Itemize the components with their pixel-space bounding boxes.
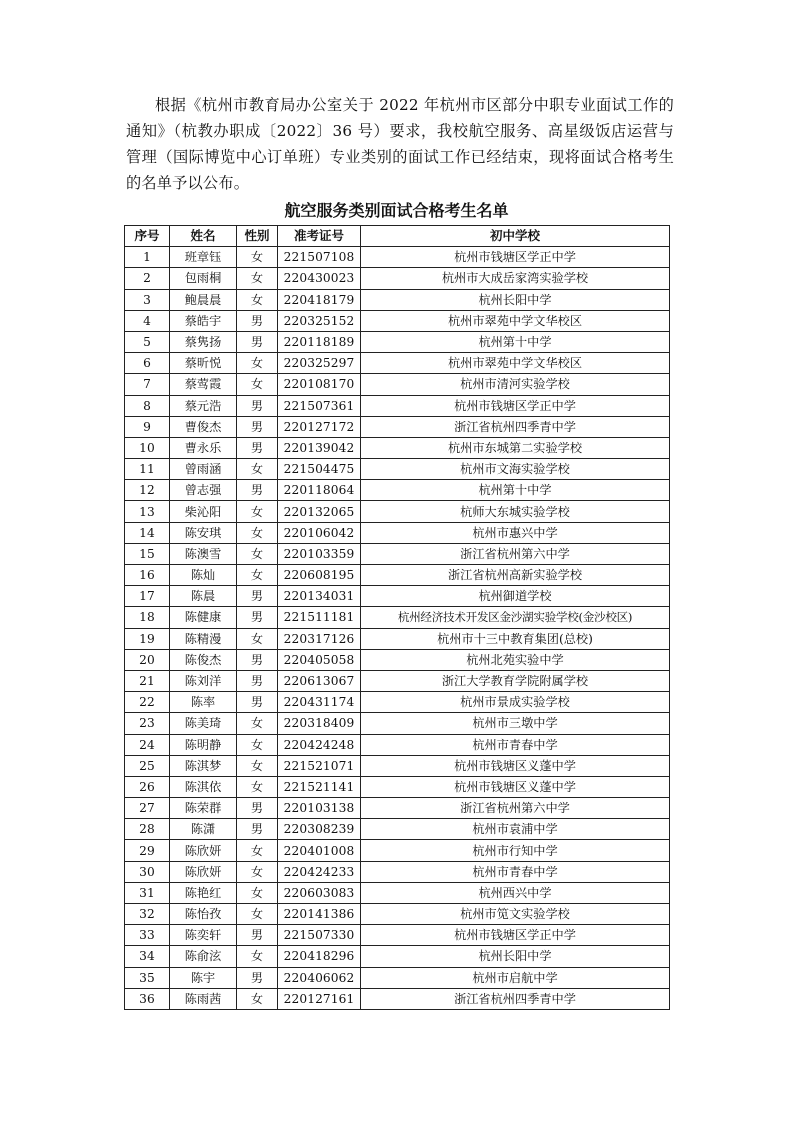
table-header-row bbox=[125, 226, 670, 247]
cell-school: 杭州市翠苑中学文华校区 bbox=[361, 353, 670, 374]
cell-exam-id: 220613067 bbox=[278, 670, 361, 691]
table-row bbox=[125, 755, 670, 776]
cell-name: 蔡昕悦 bbox=[170, 353, 237, 374]
cell-exam-id: 220424248 bbox=[278, 734, 361, 755]
cell-school: 杭州市钱塘区学正中学 bbox=[361, 247, 670, 268]
cell-gender: 女 bbox=[237, 988, 278, 1009]
table-row bbox=[125, 670, 670, 691]
cell-exam-id: 220317126 bbox=[278, 628, 361, 649]
cell-index: 13 bbox=[125, 501, 170, 522]
table-row bbox=[125, 967, 670, 988]
table-row bbox=[125, 882, 670, 903]
table-row bbox=[125, 374, 670, 395]
cell-name: 陈刘洋 bbox=[170, 670, 237, 691]
cell-exam-id: 220608195 bbox=[278, 565, 361, 586]
cell-gender: 男 bbox=[237, 416, 278, 437]
cell-school: 杭州市钱塘区学正中学 bbox=[361, 395, 670, 416]
cell-school: 杭州经济技术开发区金沙湖实验学校(金沙校区) bbox=[361, 607, 670, 628]
cell-name: 曹俊杰 bbox=[170, 416, 237, 437]
table-row bbox=[125, 798, 670, 819]
cell-index: 29 bbox=[125, 840, 170, 861]
cell-school: 浙江省杭州四季青中学 bbox=[361, 988, 670, 1009]
cell-gender: 男 bbox=[237, 967, 278, 988]
cell-exam-id: 220406062 bbox=[278, 967, 361, 988]
header-school: 初中学校 bbox=[361, 226, 670, 247]
cell-exam-id: 220127161 bbox=[278, 988, 361, 1009]
header-gender: 性别 bbox=[237, 226, 278, 247]
table-row bbox=[125, 586, 670, 607]
table-row bbox=[125, 247, 670, 268]
cell-exam-id: 220418296 bbox=[278, 946, 361, 967]
table-row bbox=[125, 289, 670, 310]
cell-name: 陈淇依 bbox=[170, 776, 237, 797]
cell-gender: 女 bbox=[237, 776, 278, 797]
cell-index: 24 bbox=[125, 734, 170, 755]
cell-gender: 男 bbox=[237, 480, 278, 501]
cell-school: 杭州市行知中学 bbox=[361, 840, 670, 861]
table-row bbox=[125, 416, 670, 437]
cell-school: 杭师大东城实验学校 bbox=[361, 501, 670, 522]
table-row bbox=[125, 988, 670, 1009]
table-row bbox=[125, 353, 670, 374]
cell-school: 杭州市笕文实验学校 bbox=[361, 904, 670, 925]
cell-exam-id: 221507361 bbox=[278, 395, 361, 416]
cell-school: 杭州北苑实验中学 bbox=[361, 649, 670, 670]
cell-index: 9 bbox=[125, 416, 170, 437]
cell-exam-id: 221504475 bbox=[278, 459, 361, 480]
cell-gender: 女 bbox=[237, 882, 278, 903]
cell-gender: 女 bbox=[237, 840, 278, 861]
table-row bbox=[125, 692, 670, 713]
cell-index: 15 bbox=[125, 543, 170, 564]
cell-gender: 男 bbox=[237, 819, 278, 840]
cell-school: 浙江大学教育学院附属学校 bbox=[361, 670, 670, 691]
cell-index: 1 bbox=[125, 247, 170, 268]
cell-school: 杭州市钱塘区义蓬中学 bbox=[361, 755, 670, 776]
cell-index: 17 bbox=[125, 586, 170, 607]
header-index: 序号 bbox=[125, 226, 170, 247]
cell-name: 陈明静 bbox=[170, 734, 237, 755]
cell-name: 曾志强 bbox=[170, 480, 237, 501]
cell-name: 陈灿 bbox=[170, 565, 237, 586]
cell-school: 杭州西兴中学 bbox=[361, 882, 670, 903]
table-body bbox=[125, 247, 670, 1010]
cell-gender: 女 bbox=[237, 946, 278, 967]
cell-school: 浙江省杭州四季青中学 bbox=[361, 416, 670, 437]
cell-school: 杭州市惠兴中学 bbox=[361, 522, 670, 543]
intro-paragraph-block bbox=[126, 92, 674, 196]
cell-name: 陈奕轩 bbox=[170, 925, 237, 946]
table-row bbox=[125, 734, 670, 755]
cell-exam-id: 220325152 bbox=[278, 310, 361, 331]
cell-name: 蔡隽扬 bbox=[170, 331, 237, 352]
candidate-table bbox=[124, 225, 670, 1010]
cell-exam-id: 220318409 bbox=[278, 713, 361, 734]
cell-name: 陈欣妍 bbox=[170, 861, 237, 882]
cell-exam-id: 220430023 bbox=[278, 268, 361, 289]
cell-index: 6 bbox=[125, 353, 170, 374]
cell-exam-id: 220103138 bbox=[278, 798, 361, 819]
cell-index: 34 bbox=[125, 946, 170, 967]
cell-school: 杭州市景成实验学校 bbox=[361, 692, 670, 713]
cell-name: 陈澳雪 bbox=[170, 543, 237, 564]
cell-gender: 女 bbox=[237, 353, 278, 374]
cell-school: 浙江省杭州第六中学 bbox=[361, 798, 670, 819]
cell-exam-id: 220308239 bbox=[278, 819, 361, 840]
cell-exam-id: 220418179 bbox=[278, 289, 361, 310]
table-row bbox=[125, 522, 670, 543]
cell-name: 陈俊杰 bbox=[170, 649, 237, 670]
cell-exam-id: 220325297 bbox=[278, 353, 361, 374]
table-row bbox=[125, 628, 670, 649]
table-row bbox=[125, 501, 670, 522]
table-row bbox=[125, 565, 670, 586]
cell-name: 陈淇梦 bbox=[170, 755, 237, 776]
cell-school: 杭州市青春中学 bbox=[361, 734, 670, 755]
table-row bbox=[125, 946, 670, 967]
cell-school: 杭州长阳中学 bbox=[361, 289, 670, 310]
cell-index: 22 bbox=[125, 692, 170, 713]
cell-name: 陈宇 bbox=[170, 967, 237, 988]
cell-index: 23 bbox=[125, 713, 170, 734]
cell-name: 曾雨涵 bbox=[170, 459, 237, 480]
table-row bbox=[125, 607, 670, 628]
cell-index: 18 bbox=[125, 607, 170, 628]
cell-exam-id: 220139042 bbox=[278, 437, 361, 458]
table-row bbox=[125, 437, 670, 458]
cell-name: 陈精漫 bbox=[170, 628, 237, 649]
cell-name: 蔡莺霞 bbox=[170, 374, 237, 395]
cell-school: 浙江省杭州第六中学 bbox=[361, 543, 670, 564]
cell-name: 陈潇 bbox=[170, 819, 237, 840]
cell-school: 杭州市文海实验学校 bbox=[361, 459, 670, 480]
cell-school: 杭州第十中学 bbox=[361, 331, 670, 352]
table-row bbox=[125, 925, 670, 946]
cell-index: 27 bbox=[125, 798, 170, 819]
cell-school: 杭州市钱塘区学正中学 bbox=[361, 925, 670, 946]
cell-gender: 男 bbox=[237, 586, 278, 607]
cell-school: 杭州市大成岳家湾实验学校 bbox=[361, 268, 670, 289]
table-row bbox=[125, 395, 670, 416]
cell-name: 班章钰 bbox=[170, 247, 237, 268]
table-row bbox=[125, 268, 670, 289]
table-row bbox=[125, 861, 670, 882]
cell-name: 曹永乐 bbox=[170, 437, 237, 458]
cell-exam-id: 220405058 bbox=[278, 649, 361, 670]
cell-index: 36 bbox=[125, 988, 170, 1009]
cell-name: 陈安琪 bbox=[170, 522, 237, 543]
cell-gender: 女 bbox=[237, 628, 278, 649]
intro-text: 根据《杭州市教育局办公室关于 2022 年杭州市区部分中职专业面试工作的通知》（杭教办职成〔2022〕36 号）要求，我校航空服务、高星级饭店运营与管理（国际博览中心订单班）专业类别的面试工作已经结束，现将面试合格考生的名单予以公布。 bbox=[126, 96, 674, 192]
cell-gender: 男 bbox=[237, 692, 278, 713]
cell-gender: 女 bbox=[237, 374, 278, 395]
table-row bbox=[125, 904, 670, 925]
cell-index: 5 bbox=[125, 331, 170, 352]
cell-school: 杭州御道学校 bbox=[361, 586, 670, 607]
cell-index: 2 bbox=[125, 268, 170, 289]
cell-exam-id: 220424233 bbox=[278, 861, 361, 882]
table-row bbox=[125, 713, 670, 734]
table-row bbox=[125, 310, 670, 331]
cell-index: 20 bbox=[125, 649, 170, 670]
table-row bbox=[125, 480, 670, 501]
table-title: 航空服务类别面试合格考生名单 bbox=[284, 201, 509, 220]
cell-gender: 女 bbox=[237, 543, 278, 564]
cell-index: 4 bbox=[125, 310, 170, 331]
cell-index: 14 bbox=[125, 522, 170, 543]
cell-exam-id: 220106042 bbox=[278, 522, 361, 543]
table-row bbox=[125, 543, 670, 564]
cell-index: 16 bbox=[125, 565, 170, 586]
cell-gender: 女 bbox=[237, 755, 278, 776]
cell-index: 32 bbox=[125, 904, 170, 925]
cell-gender: 女 bbox=[237, 861, 278, 882]
header-exam-id: 准考证号 bbox=[278, 226, 361, 247]
cell-school: 杭州第十中学 bbox=[361, 480, 670, 501]
cell-exam-id: 221507108 bbox=[278, 247, 361, 268]
table-row bbox=[125, 459, 670, 480]
cell-index: 33 bbox=[125, 925, 170, 946]
cell-gender: 女 bbox=[237, 565, 278, 586]
cell-school: 杭州市钱塘区义蓬中学 bbox=[361, 776, 670, 797]
table-row bbox=[125, 840, 670, 861]
cell-exam-id: 220118189 bbox=[278, 331, 361, 352]
cell-gender: 女 bbox=[237, 734, 278, 755]
cell-gender: 女 bbox=[237, 268, 278, 289]
cell-exam-id: 221521071 bbox=[278, 755, 361, 776]
table-row bbox=[125, 819, 670, 840]
cell-index: 35 bbox=[125, 967, 170, 988]
cell-gender: 男 bbox=[237, 925, 278, 946]
cell-school: 杭州市翠苑中学文华校区 bbox=[361, 310, 670, 331]
cell-exam-id: 220603083 bbox=[278, 882, 361, 903]
cell-exam-id: 220134031 bbox=[278, 586, 361, 607]
cell-gender: 女 bbox=[237, 459, 278, 480]
cell-gender: 女 bbox=[237, 522, 278, 543]
cell-school: 杭州市十三中教育集团(总校) bbox=[361, 628, 670, 649]
cell-index: 19 bbox=[125, 628, 170, 649]
cell-exam-id: 221511181 bbox=[278, 607, 361, 628]
cell-exam-id: 221507330 bbox=[278, 925, 361, 946]
cell-exam-id: 220141386 bbox=[278, 904, 361, 925]
cell-name: 陈率 bbox=[170, 692, 237, 713]
cell-index: 31 bbox=[125, 882, 170, 903]
cell-name: 陈怡孜 bbox=[170, 904, 237, 925]
cell-school: 杭州市东城第二实验学校 bbox=[361, 437, 670, 458]
cell-school: 杭州市清河实验学校 bbox=[361, 374, 670, 395]
cell-school: 杭州长阳中学 bbox=[361, 946, 670, 967]
cell-name: 陈健康 bbox=[170, 607, 237, 628]
cell-gender: 男 bbox=[237, 437, 278, 458]
cell-name: 包雨桐 bbox=[170, 268, 237, 289]
cell-name: 鲍晨晨 bbox=[170, 289, 237, 310]
cell-school: 杭州市青春中学 bbox=[361, 861, 670, 882]
cell-gender: 女 bbox=[237, 904, 278, 925]
cell-index: 7 bbox=[125, 374, 170, 395]
cell-gender: 女 bbox=[237, 289, 278, 310]
cell-name: 陈欣妍 bbox=[170, 840, 237, 861]
cell-gender: 男 bbox=[237, 331, 278, 352]
cell-name: 陈俞泫 bbox=[170, 946, 237, 967]
cell-index: 28 bbox=[125, 819, 170, 840]
cell-name: 陈晨 bbox=[170, 586, 237, 607]
cell-name: 蔡元浩 bbox=[170, 395, 237, 416]
cell-name: 陈艳红 bbox=[170, 882, 237, 903]
cell-index: 26 bbox=[125, 776, 170, 797]
cell-index: 12 bbox=[125, 480, 170, 501]
cell-school: 浙江省杭州高新实验学校 bbox=[361, 565, 670, 586]
cell-index: 11 bbox=[125, 459, 170, 480]
cell-exam-id: 220103359 bbox=[278, 543, 361, 564]
cell-gender: 男 bbox=[237, 798, 278, 819]
cell-exam-id: 220127172 bbox=[278, 416, 361, 437]
cell-name: 陈雨茜 bbox=[170, 988, 237, 1009]
table-row bbox=[125, 776, 670, 797]
cell-name: 柴沁阳 bbox=[170, 501, 237, 522]
cell-index: 10 bbox=[125, 437, 170, 458]
cell-index: 30 bbox=[125, 861, 170, 882]
cell-gender: 女 bbox=[237, 501, 278, 522]
cell-index: 25 bbox=[125, 755, 170, 776]
cell-gender: 男 bbox=[237, 649, 278, 670]
cell-exam-id: 220118064 bbox=[278, 480, 361, 501]
cell-school: 杭州市袁浦中学 bbox=[361, 819, 670, 840]
header-name: 姓名 bbox=[170, 226, 237, 247]
cell-name: 蔡皓宇 bbox=[170, 310, 237, 331]
cell-name: 陈美琦 bbox=[170, 713, 237, 734]
cell-exam-id: 220132065 bbox=[278, 501, 361, 522]
cell-gender: 男 bbox=[237, 670, 278, 691]
cell-gender: 女 bbox=[237, 247, 278, 268]
cell-exam-id: 220431174 bbox=[278, 692, 361, 713]
cell-gender: 女 bbox=[237, 713, 278, 734]
cell-gender: 男 bbox=[237, 310, 278, 331]
cell-index: 3 bbox=[125, 289, 170, 310]
cell-school: 杭州市三墩中学 bbox=[361, 713, 670, 734]
cell-index: 8 bbox=[125, 395, 170, 416]
cell-exam-id: 220108170 bbox=[278, 374, 361, 395]
cell-exam-id: 220401008 bbox=[278, 840, 361, 861]
cell-name: 陈荣群 bbox=[170, 798, 237, 819]
cell-exam-id: 221521141 bbox=[278, 776, 361, 797]
table-row bbox=[125, 331, 670, 352]
cell-gender: 男 bbox=[237, 395, 278, 416]
cell-school: 杭州市启航中学 bbox=[361, 967, 670, 988]
cell-gender: 男 bbox=[237, 607, 278, 628]
table-row bbox=[125, 649, 670, 670]
cell-index: 21 bbox=[125, 670, 170, 691]
